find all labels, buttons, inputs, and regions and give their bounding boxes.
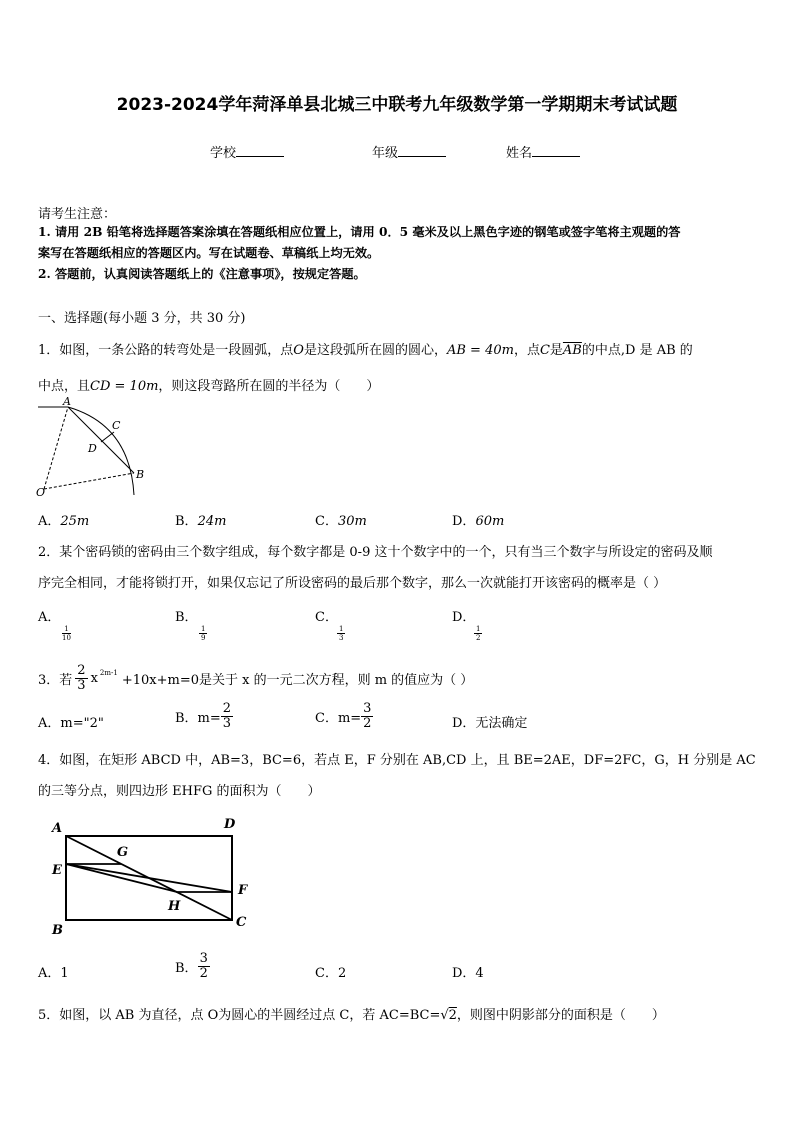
question-3	[38, 664, 473, 693]
q2-option-a-num: 1	[64, 625, 69, 633]
q3-prefix: 3．若	[38, 673, 73, 688]
q3-option-c-num: 3	[363, 701, 372, 716]
q3-option-a[interactable]: A．m="2"	[38, 716, 104, 731]
name-field[interactable]	[506, 142, 580, 161]
q3-option-b[interactable]	[175, 702, 233, 731]
q3-fraction	[75, 664, 87, 693]
q2-option-a-den: 10	[62, 634, 71, 642]
q1-label-c: C	[112, 419, 121, 432]
grade-label: 年级	[372, 146, 399, 161]
q1-text-e: 的中点,D 是 AB 的	[581, 343, 693, 358]
q1-radius-ob	[44, 473, 134, 489]
notice-line-1: 1. 请用 2B 铅笔将选择题答案涂填在答题纸相应位置上，请用 0．5 毫米及以上黑色字迹的钢笔或签字笔将主观题的答	[38, 225, 681, 239]
q1-option-b-key: B．	[175, 514, 198, 529]
q2-option-d-den: 2	[476, 634, 481, 642]
q2-option-a-fraction	[62, 625, 71, 642]
q2-option-c-num: 1	[339, 625, 344, 633]
q4-label-f: F	[238, 883, 248, 898]
q1-option-c[interactable]	[315, 510, 367, 529]
q4-label-h: H	[168, 899, 181, 914]
q1-point-c: C	[539, 343, 550, 358]
q4-option-b-key: B．	[175, 961, 198, 976]
q2-option-b-num: 1	[201, 625, 206, 633]
q5-sqrt-value: 2	[448, 1008, 457, 1023]
q4-option-b-fraction	[198, 952, 210, 981]
notice-heading: 请考生注意：	[38, 207, 117, 222]
q1-text-f: 中点，且	[38, 379, 91, 394]
q3-x: x	[90, 671, 98, 686]
q2-option-c[interactable]	[315, 606, 345, 642]
section-heading: 一、选择题(每小题 3 分，共 30 分)	[38, 311, 246, 326]
q1-label-b: B	[136, 468, 145, 481]
q4-option-d[interactable]: D．4	[452, 966, 484, 981]
q1-text-c: ，点	[513, 343, 540, 358]
notice-line-3: 2. 答题前，认真阅读答题纸上的《注意事项》，按规定答题。	[38, 267, 366, 281]
q1-option-b-value: 24m	[197, 514, 227, 529]
q3-option-d[interactable]: D．无法确定	[452, 716, 528, 731]
q2-option-b-den: 9	[201, 634, 206, 642]
q5-sqrt: √2	[440, 1008, 457, 1023]
q3-exponent: 2m-1	[99, 668, 118, 677]
q4-option-b-num: 3	[199, 951, 208, 966]
q5-text-a: 5．如图，以 AB 为直径，点 O为圆心的半圆经过点 C，若 AC=BC=	[38, 1008, 441, 1023]
q1-label-d: D	[88, 442, 97, 455]
q1-label-o: O	[36, 486, 46, 499]
q1-text-b: 是这段弧所在圆的圆心，	[303, 343, 447, 358]
q2-option-d-fraction	[474, 625, 482, 642]
q2-option-a[interactable]	[38, 606, 71, 642]
q4-label-d: D	[224, 817, 236, 832]
name-blank[interactable]	[532, 144, 580, 157]
q2-option-c-den: 3	[339, 634, 344, 642]
q4-label-c: C	[236, 915, 247, 930]
q1-option-d-key: D．	[452, 514, 476, 529]
q3-option-c-fraction	[361, 702, 373, 731]
question-4-line-1: 4．如图，在矩形 ABCD 中，AB=3，BC=6，若点 E，F 分别在 AB,CD 上，且 BE=2AE，DF=2FC，G，H 分别是 AC	[38, 753, 756, 768]
school-blank[interactable]	[236, 144, 284, 157]
q1-option-c-value: 30m	[337, 514, 367, 529]
q1-text-d: 是	[549, 343, 563, 358]
q1-option-d[interactable]	[452, 510, 504, 529]
q1-figure	[30, 395, 160, 505]
q1-option-a[interactable]	[38, 510, 89, 529]
q1-option-c-key: C．	[315, 514, 338, 529]
q2-option-d[interactable]	[452, 606, 482, 642]
q1-option-a-value: 25m	[60, 514, 90, 529]
q1-option-d-value: 60m	[475, 514, 505, 529]
q3-option-b-den: 3	[222, 716, 232, 731]
question-1-line-2	[38, 375, 379, 394]
q1-radius-oa	[44, 407, 68, 489]
q1-option-b[interactable]	[175, 510, 226, 529]
q2-option-a-key: A．	[38, 610, 61, 625]
school-label: 学校	[210, 146, 237, 161]
q3-option-c[interactable]	[315, 702, 373, 731]
q1-arc	[68, 407, 134, 495]
q2-option-d-num: 1	[476, 625, 481, 633]
q3-option-c-key: C．m=	[315, 711, 362, 726]
question-4-line-2: 的三等分点，则四边形 EHFG 的面积为（ ）	[38, 784, 321, 799]
q3-option-c-den: 2	[363, 716, 372, 731]
q1-text-a: 1．如图，一条公路的转弯处是一段圆弧，点	[38, 343, 294, 358]
question-5	[38, 1004, 665, 1023]
question-1-line-1	[38, 339, 693, 358]
question-2-line-1: 2．某个密码锁的密码由三个数字组成，每个数字都是 0-9 这十个数字中的一个，只有当三个数字与所设定的密码及顺	[38, 545, 713, 560]
question-2-line-2: 序完全相同，才能将锁打开，如果仅忘记了所设密码的最后那个数字，那么一次就能打开该密码的概率是（ ）	[38, 576, 667, 591]
q4-label-a: A	[52, 821, 63, 836]
q2-option-c-fraction	[337, 625, 345, 642]
q4-label-g: G	[117, 845, 129, 860]
q4-label-b: B	[52, 923, 63, 938]
q3-option-b-num: 2	[222, 701, 232, 716]
q1-eq-cd: CD = 10m	[90, 379, 159, 394]
q2-option-c-key: C．	[315, 610, 338, 625]
q3-rest: +10x+m=0是关于 x 的一元二次方程，则 m 的值应为（ ）	[121, 673, 474, 688]
q1-text-g: ，则这段弯路所在圆的半径为（ ）	[158, 379, 380, 394]
q3-frac-den: 3	[77, 678, 86, 693]
q3-option-b-fraction	[221, 702, 233, 731]
q4-option-a[interactable]: A．1	[38, 966, 69, 981]
q1-segment-cd	[101, 432, 114, 442]
school-field[interactable]	[210, 142, 284, 161]
q4-figure	[44, 812, 264, 942]
q2-option-b-key: B．	[175, 610, 198, 625]
notice-line-2: 案写在答题纸相应的答题区内。写在试题卷、草稿纸上均无效。	[38, 246, 380, 260]
q2-option-b-fraction	[199, 625, 207, 642]
q4-segment-eh	[66, 864, 177, 892]
q2-option-d-key: D．	[452, 610, 476, 625]
grade-blank[interactable]	[398, 144, 446, 157]
q1-point-o: O	[293, 343, 304, 358]
q1-chord-ab	[68, 407, 134, 473]
page-title: 2023-2024学年菏泽单县北城三中联考九年级数学第一学期期末考试试题	[116, 95, 678, 115]
q3-frac-num: 2	[77, 663, 86, 678]
q3-option-b-key: B．m=	[175, 711, 221, 726]
q4-option-b[interactable]	[175, 952, 210, 981]
q1-option-a-key: A．	[38, 514, 61, 529]
q5-text-b: ，则图中阴影部分的面积是（ ）	[456, 1008, 665, 1023]
q4-option-c[interactable]: C．2	[315, 966, 347, 981]
q4-line-ef	[66, 864, 232, 892]
q1-arc-ab: $\overline{AB}$	[562, 343, 582, 358]
q2-option-b[interactable]	[175, 606, 207, 642]
q1-eq-ab: AB = 40m	[446, 343, 514, 358]
q1-label-a: A	[63, 395, 71, 408]
q4-label-e: E	[52, 863, 62, 878]
q4-option-b-den: 2	[199, 966, 208, 981]
name-label: 姓名	[506, 146, 533, 161]
grade-field[interactable]	[372, 142, 446, 161]
